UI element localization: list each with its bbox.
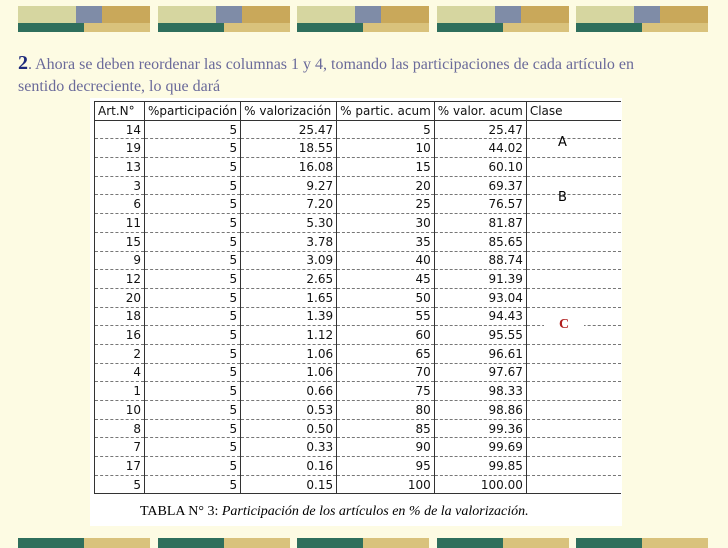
table-cell: 96.61 (434, 344, 526, 363)
table-cell: 12 (95, 270, 145, 289)
band-block (297, 6, 429, 32)
table-cell: 5 (145, 344, 241, 363)
table-cell: 18.55 (241, 139, 337, 158)
table-cell: 5 (145, 139, 241, 158)
table-cell: 19 (95, 139, 145, 158)
table-cell: 80 (337, 401, 435, 420)
table-cell: 7 (95, 438, 145, 457)
table-row (95, 363, 621, 382)
table-cell: 1.39 (241, 307, 337, 326)
top-decorative-band (0, 6, 728, 32)
table-row (95, 176, 621, 195)
class-label-c: C (544, 315, 584, 335)
table-cell: 5 (337, 120, 435, 139)
table-cell: 25 (337, 195, 435, 214)
band-block (18, 6, 150, 32)
table-cell: 30 (337, 214, 435, 233)
table-cell: 1 (95, 382, 145, 401)
table-cell: 99.85 (434, 457, 526, 476)
table-row (95, 307, 621, 326)
table-cell: 85.65 (434, 232, 526, 251)
table-row (95, 438, 621, 457)
col-header: % valorización (241, 102, 337, 121)
table-row (95, 457, 621, 476)
bottom-decorative-band (0, 538, 728, 548)
table-cell: 70 (337, 363, 435, 382)
table-cell: 60 (337, 326, 435, 345)
step-text: . Ahora se deben reordenar las columnas 1 y 4, tomando las participaciones de cada artículo en sentido decreciente, lo que dará (18, 56, 634, 95)
class-cell (526, 401, 621, 420)
class-cell (526, 344, 621, 363)
table-cell: 94.43 (434, 307, 526, 326)
band-block (437, 538, 569, 548)
class-cell (526, 438, 621, 457)
table-row (95, 419, 621, 438)
class-cell (526, 214, 621, 233)
caption-title: Participación de los artículos en % de la valorización. (221, 504, 529, 519)
table-cell: 100.00 (434, 475, 526, 494)
table-cell: 100 (337, 475, 435, 494)
table-cell: 75 (337, 382, 435, 401)
table-cell: 5 (145, 251, 241, 270)
table-row (95, 344, 621, 363)
table-cell: 45 (337, 270, 435, 289)
class-cell (526, 363, 621, 382)
table-row (95, 270, 621, 289)
table-cell: 5 (145, 419, 241, 438)
table-row (95, 139, 621, 158)
table-cell: 3.09 (241, 251, 337, 270)
table-cell: 5 (145, 382, 241, 401)
table-cell: 5 (145, 195, 241, 214)
table-cell: 5 (95, 475, 145, 494)
table-cell: 15 (95, 232, 145, 251)
col-header: Clase (526, 102, 621, 121)
table-cell: 5 (145, 158, 241, 177)
class-cell (526, 419, 621, 438)
band-block (576, 6, 708, 32)
table-cell: 16.08 (241, 158, 337, 177)
table-row (95, 382, 621, 401)
table-cell: 2 (95, 344, 145, 363)
band-block (437, 6, 569, 32)
table-cell: 55 (337, 307, 435, 326)
table-cell: 9.27 (241, 176, 337, 195)
table-cell: 35 (337, 232, 435, 251)
band-block (158, 6, 290, 32)
table-cell: 0.15 (241, 475, 337, 494)
table-body (95, 120, 621, 494)
table-cell: 10 (337, 139, 435, 158)
col-header: % valor. acum (434, 102, 526, 121)
band-block (18, 538, 150, 548)
band-block (297, 538, 429, 548)
table-cell: 2.65 (241, 270, 337, 289)
table-cell: 65 (337, 344, 435, 363)
table-cell: 1.12 (241, 326, 337, 345)
table-row (95, 288, 621, 307)
table-cell: 5 (145, 363, 241, 382)
table-cell: 5 (145, 438, 241, 457)
col-header: Art.N° (95, 102, 145, 121)
class-cell (526, 382, 621, 401)
table-panel (90, 98, 622, 526)
class-label-a: A (558, 135, 567, 150)
table-row (95, 232, 621, 251)
table-cell: 69.37 (434, 176, 526, 195)
class-cell (526, 232, 621, 251)
col-header: %participación (145, 102, 241, 121)
class-cell (526, 475, 621, 494)
table-cell: 95 (337, 457, 435, 476)
table-cell: 5 (145, 475, 241, 494)
table-cell: 97.67 (434, 363, 526, 382)
table-cell: 0.33 (241, 438, 337, 457)
table-cell: 90 (337, 438, 435, 457)
table-cell: 1.06 (241, 344, 337, 363)
table-row (95, 475, 621, 494)
col-header: % partic. acum (337, 102, 435, 121)
table-cell: 5 (145, 270, 241, 289)
table-caption (140, 504, 529, 520)
class-cell (526, 139, 621, 158)
table-row (95, 401, 621, 420)
table-cell: 0.50 (241, 419, 337, 438)
table-cell: 20 (337, 176, 435, 195)
table-cell: 76.57 (434, 195, 526, 214)
class-cell (526, 288, 621, 307)
table-cell: 5 (145, 120, 241, 139)
table-cell: 13 (95, 158, 145, 177)
table-cell: 0.53 (241, 401, 337, 420)
table-cell: 98.86 (434, 401, 526, 420)
table-cell: 44.02 (434, 139, 526, 158)
table-cell: 7.20 (241, 195, 337, 214)
class-cell (526, 251, 621, 270)
table-cell: 3 (95, 176, 145, 195)
table-cell: 11 (95, 214, 145, 233)
table-cell: 25.47 (434, 120, 526, 139)
class-cell (526, 176, 621, 195)
table-row (95, 251, 621, 270)
table-cell: 98.33 (434, 382, 526, 401)
table-cell: 15 (337, 158, 435, 177)
class-label-b: B (558, 190, 567, 205)
table-row (95, 120, 621, 139)
table-cell: 91.39 (434, 270, 526, 289)
table-cell: 3.78 (241, 232, 337, 251)
table-cell: 5 (145, 232, 241, 251)
band-block (158, 538, 290, 548)
table-row (95, 195, 621, 214)
band-block (576, 538, 708, 548)
step-number: 2 (18, 52, 28, 74)
table-cell: 4 (95, 363, 145, 382)
table-cell: 5 (145, 326, 241, 345)
class-cell (526, 158, 621, 177)
class-cell (526, 457, 621, 476)
table-cell: 60.10 (434, 158, 526, 177)
table-cell: 16 (95, 326, 145, 345)
table-cell: 99.36 (434, 419, 526, 438)
table-row (95, 214, 621, 233)
table-cell: 20 (95, 288, 145, 307)
table-cell: 50 (337, 288, 435, 307)
table-cell: 5 (145, 457, 241, 476)
table-cell: 5 (145, 214, 241, 233)
table-cell: 17 (95, 457, 145, 476)
table-cell: 8 (95, 419, 145, 438)
slide-text (18, 52, 678, 98)
table-cell: 10 (95, 401, 145, 420)
table-cell: 25.47 (241, 120, 337, 139)
table-row (95, 158, 621, 177)
table-cell: 14 (95, 120, 145, 139)
table-header-row (95, 102, 621, 121)
table-cell: 6 (95, 195, 145, 214)
class-cell (526, 120, 621, 139)
table-cell: 5 (145, 176, 241, 195)
caption-prefix: TABLA N° 3: (140, 504, 222, 519)
abc-table (94, 101, 621, 494)
class-cell (526, 195, 621, 214)
class-cell (526, 270, 621, 289)
table-cell: 0.16 (241, 457, 337, 476)
table-cell: 5 (145, 288, 241, 307)
table-row (95, 326, 621, 345)
table-cell: 18 (95, 307, 145, 326)
table-cell: 1.65 (241, 288, 337, 307)
table-cell: 95.55 (434, 326, 526, 345)
table-cell: 1.06 (241, 363, 337, 382)
table-cell: 81.87 (434, 214, 526, 233)
table-cell: 40 (337, 251, 435, 270)
table-cell: 99.69 (434, 438, 526, 457)
table-cell: 85 (337, 419, 435, 438)
table-cell: 5 (145, 307, 241, 326)
table-cell: 5.30 (241, 214, 337, 233)
table-cell: 88.74 (434, 251, 526, 270)
table-cell: 0.66 (241, 382, 337, 401)
table-cell: 9 (95, 251, 145, 270)
table-cell: 5 (145, 401, 241, 420)
table-cell: 93.04 (434, 288, 526, 307)
